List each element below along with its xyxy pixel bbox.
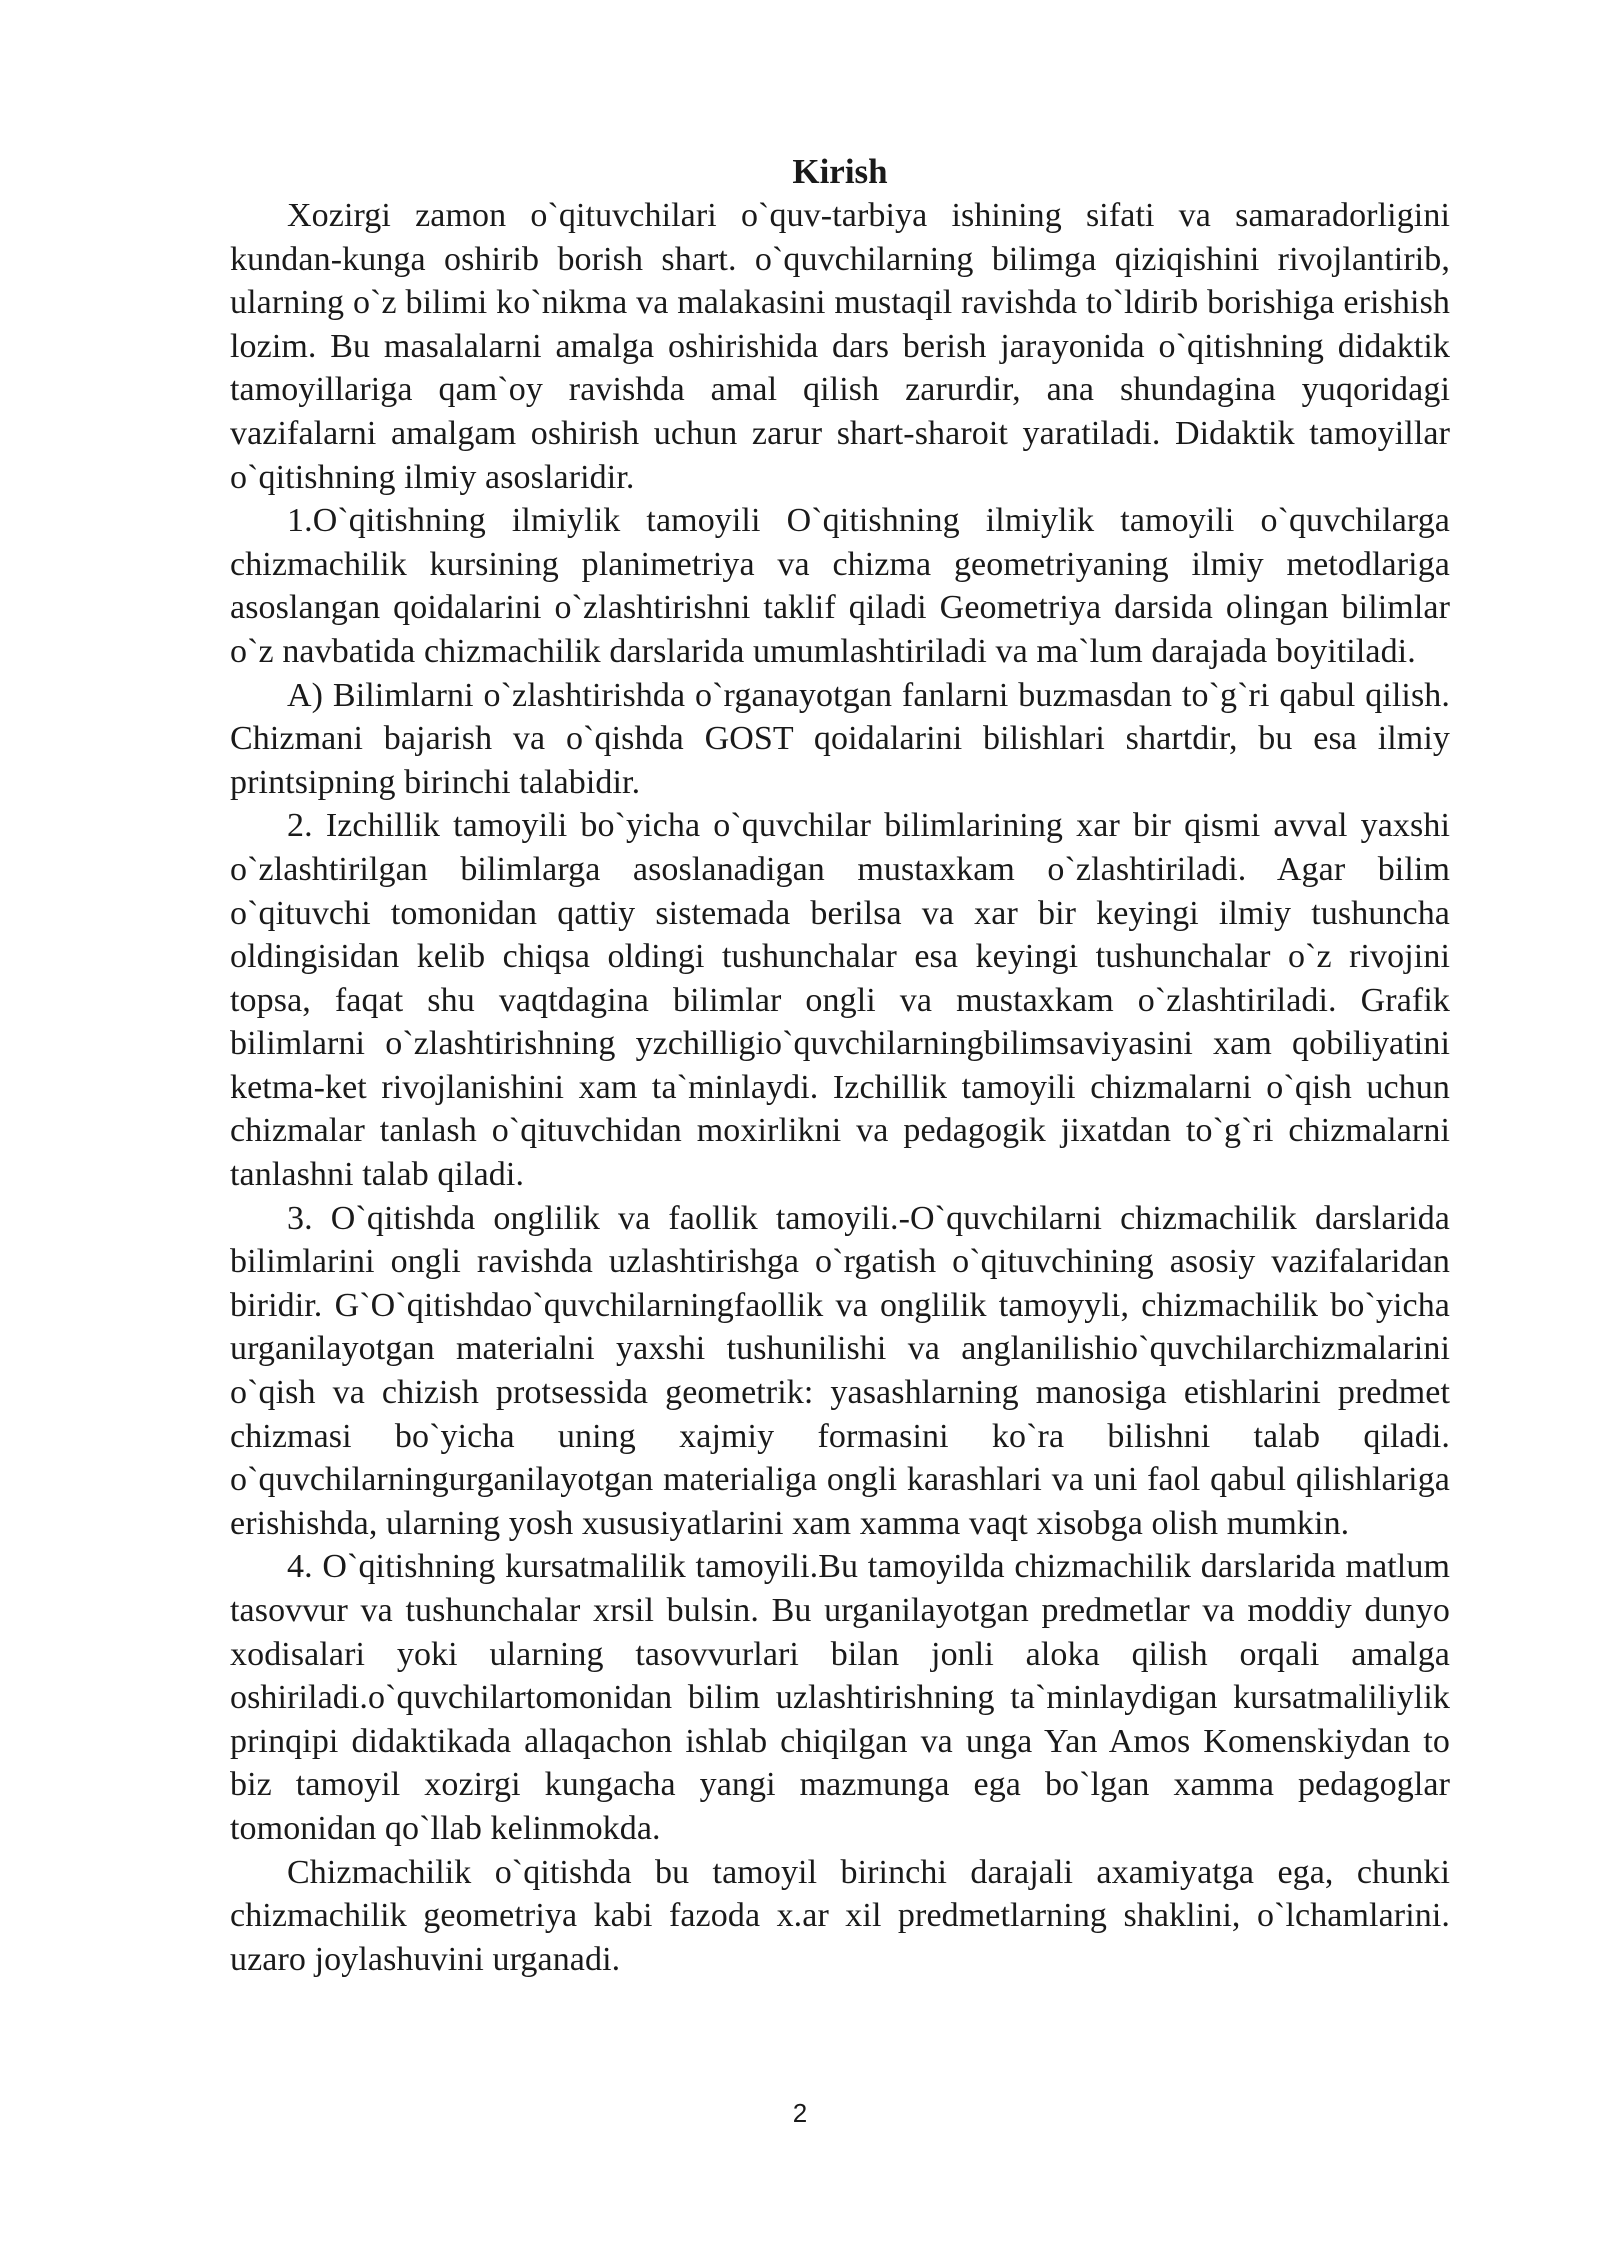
paragraph-drawing-teaching: Chizmachilik o`qitishda bu tamoyil birinchi darajali axamiyatga ega, chunki chizmachilik geometriya kabi fazoda x.ar xil predmetlarning shaklini, o`lchamlarini. uzaro joylashuvini urganadi. xyxy=(230,1853,1450,1978)
paragraph-visibility-principle: 4. O`qitishning kursatmalilik tamoyili.Bu tamoyilda chizmachilik darslarida matlum tasovvur va tushunchalar xrsil bulsin. Bu urganilayotgan predmetlar va moddiy dunyo xodisalari yoki ularning tasovvurlari bilan jonli aloka qilish orqali amalga oshiriladi.o`quvchilartomonidan bilim uzlashtirishning ta`minlaydigan kursatmaliliylik prinqipi didaktikada allaqachon ishlab chiqilgan va unga Yan Amos Komenskiydan to biz tamoyil xozirgi kungacha yangi mazmunga ega bo`lgan xamma pedagoglar tomonidan qo`llab kelinmokda. xyxy=(230,1548,1450,1847)
paragraph-scientific-principle: 1.O`qitishning ilmiylik tamoyili O`qitishning ilmiylik tamoyili o`quvchilarga chizmachilik kursining planimetriya va chizma geometriyaning ilmiy metodlariga asoslangan qoidalarini o`zlashtirishni taklif qiladi Geometriya darsida olingan bilimlar o`z navbatida chizmachilik darslarida umumlashtiriladi va ma`lum darajada boyitiladi. xyxy=(230,502,1450,670)
page-number: 2 xyxy=(792,2098,808,2128)
page-title: Kirish xyxy=(792,152,888,191)
paragraph-consistency-principle: 2. Izchillik tamoyili bo`yicha o`quvchilar bilimlarining xar bir qismi avval yaxshi o`zlashtirilgan bilimlarga asoslanadigan mustaxkam o`zlashtiriladi. Agar bilim o`qituvchi tomonidan qattiy sistemada berilsa va xar bir keyingi ilmiy tushuncha oldingisidan kelib chiqsa oldingi tushunchalar esa keyingi tushunchalar o`z rivojini topsa, faqat shu vaqtdagina bilimlar ongli va mustaxkam o`zlashtiriladi. Grafik bilimlarni o`zlashtirishning yzchilligio`quvchilarningbilimsaviyasini xam qobiliyatini ketma-ket rivojlanishini xam ta`minlaydi. Izchillik tamoyili chizmalarni o`qish uchun chizmalar tanlash o`qituvchidan moxirlikni va pedagogik jixatdan to`g`ri chizmalarni tanlashni talab qiladi. xyxy=(230,807,1450,1194)
paragraph-awareness-activity-principle: 3. O`qitishda onglilik va faollik tamoyili.-O`quvchilarni chizmachilik darslarida bilimlarini ongli ravishda uzlashtirishga o`rgatish o`qituvchining asosiy vazifalaridan biridir. G`O`qitishdao`quvchilarningfaollik va onglilik tamoyyli, chizmachilik bo`yicha urganilayotgan materialni yaxshi tushunilishi va anglanilishio`quvchilarchizmalarini o`qish va chizish protsessida geometrik: yasashlarning manosiga etishlarini predmet chizmasi bo`yicha uning xajmiy formasini ko`ra bilishni talab qiladi. o`quvchilarningurganilayotgan materialiga ongli karashlari va uni faol qabul qilishlariga erishishda, ularning yosh xususiyatlarini xam xamma vaqt xisobga olish mumkin. xyxy=(230,1199,1450,1542)
page-body xyxy=(230,150,1450,1981)
paragraph-intro: Xozirgi zamon o`qituvchilari o`quv-tarbiya ishining sifati va samaradorligini kundan-kunga oshirib borish shart. o`quvchilarning bilimga qiziqishini rivojlantirib, ularning o`z bilimi ko`nikma va malakasini mustaqil ravishda to`ldirib borishiga erishish lozim. Bu masalalarni amalga oshirishida dars berish jarayonida o`qitishning didaktik tamoyillariga qam`oy ravishda amal qilish zarurdir, ana shundagina yuqoridagi vazifalarni amalgam oshirish uchun zarur shart-sharoit yaratiladi. Didaktik tamoyillar o`qitishning ilmiy asoslaridir. xyxy=(230,197,1450,496)
paragraph-gost-rules: A) Bilimlarni o`zlashtirishda o`rganayotgan fanlarni buzmasdan to`g`ri qabul qilish. Chizmani bajarish va o`qishda GOST qoidalarini bilishlari shartdir, bu esa ilmiy printsipning birinchi talabidir. xyxy=(230,676,1450,801)
